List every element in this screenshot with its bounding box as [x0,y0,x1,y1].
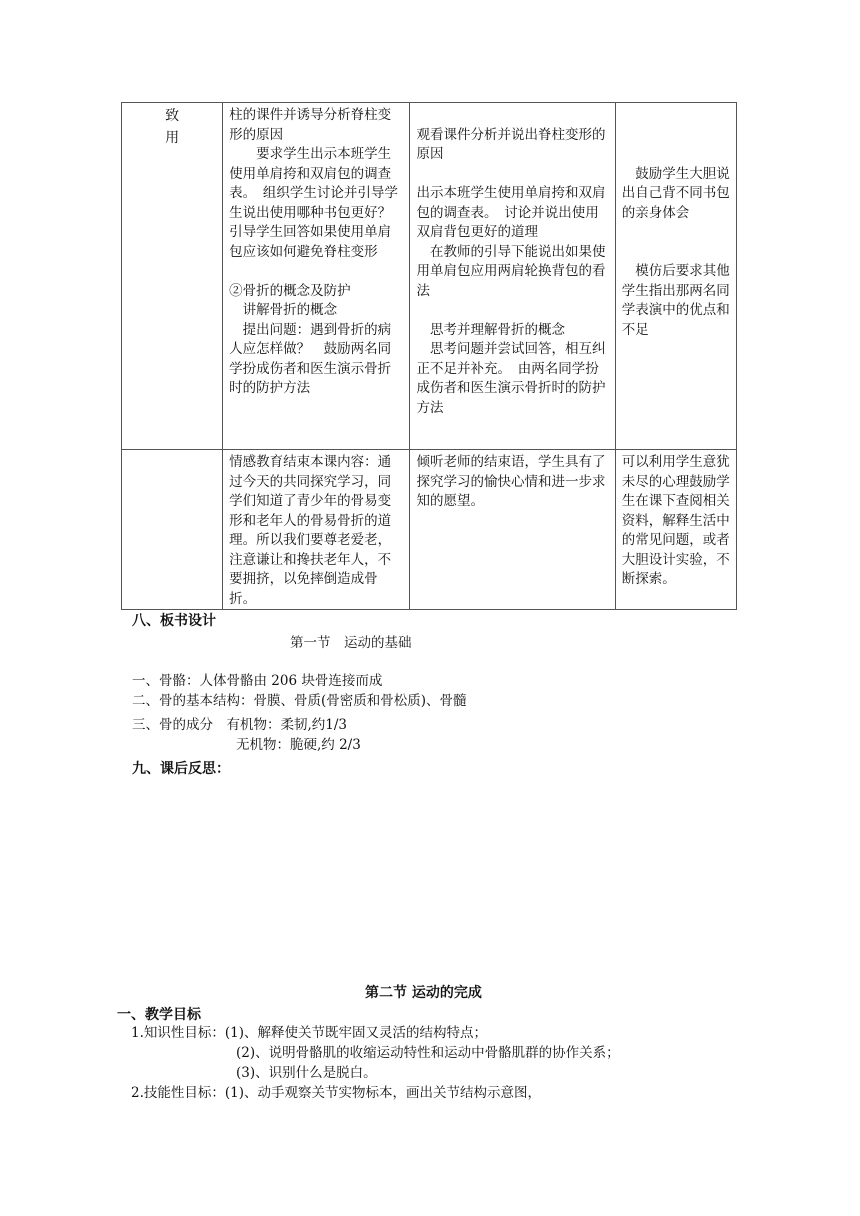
student-text: 在教师的引导下能说出如果使用单肩包应用两肩轮换背包的看法 [416,243,606,299]
board-line: 无机物：脆硬,约 2/3 [236,737,361,753]
teacher-text: ②骨折的概念及防护 [229,282,351,299]
spacer [416,301,608,321]
goal-line: 1.知识性目标：(1)、解释使关节既牢固又灵活的结构特点； [131,1025,488,1041]
teacher-text: 要求学生出示本班学生使用单肩挎和双肩包的调查表。 组织学生讨论并引导学生说出使用哪种书包更好？引导学生回答如果使用单肩包应该如何避免脊柱变形 [229,146,398,260]
table-row [122,450,737,610]
teacher-activity-cell [223,450,410,610]
student-activity-cell [410,103,615,450]
spacer [622,106,730,126]
student-text: 观看课件分析并说出脊柱变形的原因 [416,126,606,162]
board-heading: 八、板书设计 [132,613,216,629]
stage-cell [122,103,223,450]
stage-char: 致 [165,108,180,124]
teacher-text: 情感教育结束本课内容：通过今天的共同探究学习，同学们知道了青少年的骨易变形和老年人的骨易骨折的道理。所以我们要尊老爱老，注意谦让和搀扶老年人，不要拥挤，以免摔倒造成骨折。 [229,454,392,607]
student-activity-cell [410,450,615,610]
reflection-heading: 九、课后反思： [132,761,230,777]
spacer [622,223,730,243]
board-line: 二、骨的基本结构：骨膜、骨质(骨密质和骨松质)、骨髓 [132,693,467,709]
spacer [416,165,608,185]
goal-line: (2)、说明骨骼肌的收缩运动特性和运动中骨骼肌群的协作关系； [236,1045,620,1061]
section-title: 第二节 运动的完成 [365,985,482,1001]
student-text: 出示本班学生使用单肩挎和双肩包的调查表。 讨论并说出使用双肩背包更好的道理 [416,185,606,240]
design-intent-cell [615,450,736,610]
stage-cell [122,450,223,610]
spacer [416,106,608,126]
teacher-activity-cell [223,103,410,450]
spacer [622,145,730,165]
goal-line: (3)、识别什么是脱白。 [236,1065,377,1081]
teacher-text: 提出问题：遇到骨折的病人应怎样做？ 鼓励两名同学扮成伤者和医生演示骨折时的防护方法 [229,321,392,396]
spacer [622,126,730,146]
teacher-text: 讲解骨折的概念 [229,302,338,318]
board-title: 第一节 运动的基础 [290,635,412,651]
student-text: 倾听老师的结束语，学生具有了探究学习的愉快心情和进一步求知的愿望。 [416,454,606,509]
spacer [622,243,730,263]
goal-line: 2.技能性目标：(1)、动手观察关节实物标本，画出关节结构示意图， [131,1085,542,1101]
intent-text: 鼓励学生大胆说出自己背不同书包的亲身体会 [621,165,730,221]
teacher-text: 柱的课件并诱导分析脊柱变形的原因 [229,107,392,143]
intent-text: 模仿后要求其他学生指出那两名同学表演中的优点和不足 [621,263,730,338]
intent-text: 可以利用学生意犹未尽的心理鼓励学生在课下查阅相关资料，解释生活中的常见问题，或者大胆设计实验，不断探索。 [621,454,730,587]
student-text: 思考并理解骨折的概念 [416,321,565,338]
design-intent-cell [615,103,736,450]
lesson-table [121,102,737,610]
goals-heading: 一、教学目标 [117,1007,201,1023]
board-line: 三、骨的成分 有机物：柔韧,约1/3 [132,717,348,733]
student-text: 思考问题并尝试回答，相互纠正不足并补充。 由两名同学扮成伤者和医生演示骨折时的防护方法 [416,341,606,416]
stage-char: 用 [165,130,180,146]
board-line: 一、骨骼：人体骨骼由 206 块骨连接而成 [132,673,383,689]
spacer [229,262,403,282]
table-row [122,103,737,450]
